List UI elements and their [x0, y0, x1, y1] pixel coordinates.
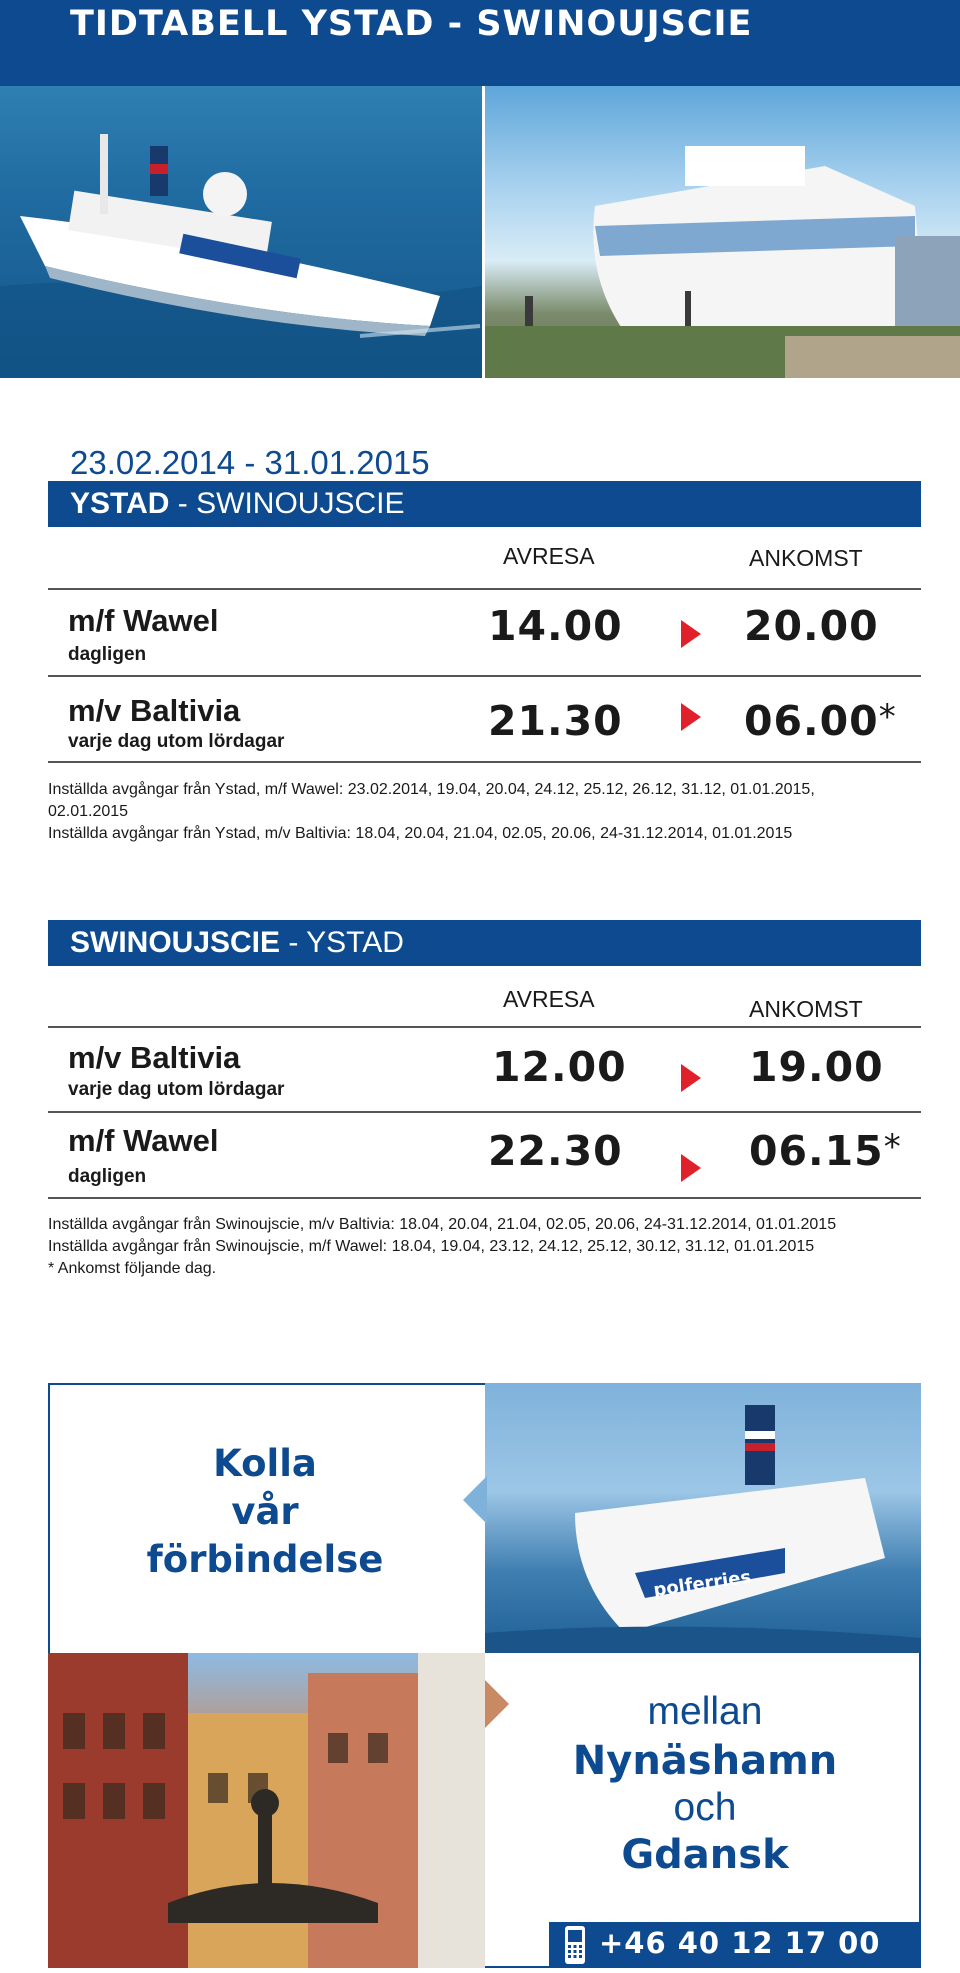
arrival-time-value: 20.00	[744, 602, 879, 650]
cancellation-note: Inställda avgångar från Swinoujscie, m/f Wawel: 18.04, 19.04, 23.12, 24.12, 25.12, 30.12, 31.12, 01.01.2015	[48, 1238, 815, 1255]
promo-route-text: Nynäshamn	[572, 1738, 838, 1784]
promo-headline	[60, 1440, 470, 1584]
route-origin: SWINOUJSCIE	[70, 926, 281, 959]
ship-schedule-note: dagligen	[68, 1166, 147, 1187]
phone-number[interactable]: +46 40 12 17 00	[599, 1926, 881, 1960]
divider	[48, 1026, 921, 1028]
column-header-departure: AVRESA	[503, 543, 595, 569]
gdansk-city-photo	[48, 1653, 485, 1968]
validity-period: 23.02.2014 - 31.01.2015	[70, 444, 430, 481]
divider	[48, 675, 921, 677]
page-title: TIDTABELL YSTAD - SWINOUJSCIE	[70, 4, 753, 44]
route-header-ystad-swinoujscie	[48, 481, 921, 527]
departure-time: 21.30	[488, 697, 623, 745]
route-origin: YSTAD	[70, 487, 170, 520]
arrival-time-value: 06.15	[749, 1127, 884, 1175]
arrival-time	[744, 697, 897, 745]
ship-name: m/f Wawel	[68, 603, 219, 638]
promo-route-text: mellan	[647, 1690, 763, 1733]
arrow-right-icon	[681, 1154, 701, 1182]
route-separator: -	[280, 926, 307, 959]
departure-time: 14.00	[488, 602, 623, 650]
promo-route-text: och	[673, 1786, 737, 1829]
cancellation-note: Inställda avgångar från Swinoujscie, m/v Baltivia: 18.04, 20.04, 21.04, 02.05, 20.06, 24-31.12.2014, 01.01.2015	[48, 1216, 837, 1233]
next-day-marker: *	[883, 1127, 902, 1167]
route-header-swinoujscie-ystad	[48, 920, 921, 966]
promo-headline-line: Kolla	[213, 1442, 317, 1485]
footnote: * Ankomst följande dag.	[48, 1260, 217, 1277]
column-header-arrival: ANKOMST	[749, 996, 863, 1022]
promo-headline-line: förbindelse	[146, 1538, 384, 1581]
divider	[48, 1111, 921, 1113]
promo-route-text: Gdansk	[621, 1832, 789, 1878]
arrow-right-icon	[681, 1064, 701, 1092]
arrow-right-icon	[681, 620, 701, 648]
cancellation-note: Inställda avgångar från Ystad, m/f Wawel: 23.02.2014, 19.04, 20.04, 24.12, 25.12, 26.12, 31.12, 01.01.2015,	[48, 781, 815, 798]
ferry-at-sea-illustration	[0, 86, 482, 378]
ship-schedule-note: varje dag utom lördagar	[68, 731, 285, 752]
promo-ferry-illustration	[485, 1383, 921, 1653]
phone-bar	[549, 1922, 921, 1968]
next-day-marker: *	[878, 697, 897, 737]
divider	[48, 1197, 921, 1199]
divider	[48, 588, 921, 590]
route-destination: YSTAD	[306, 926, 404, 959]
route-separator: -	[169, 487, 197, 520]
departure-time: 22.30	[488, 1127, 623, 1175]
ship-schedule-note: dagligen	[68, 644, 147, 665]
promo-ferry-photo	[485, 1383, 921, 1653]
route-destination: SWINOUJSCIE	[196, 487, 405, 520]
promo-ship-logo: polferries	[652, 1566, 753, 1602]
arrival-time	[744, 602, 879, 650]
promo-headline-line: vår	[231, 1490, 299, 1533]
ferry-in-harbour-illustration	[485, 86, 960, 378]
ship-name: m/f Wawel	[68, 1123, 219, 1158]
cancellation-note: Inställda avgångar från Ystad, m/v Baltivia: 18.04, 20.04, 21.04, 02.05, 20.06, 24-31.12.2014, 01.01.2015	[48, 825, 793, 842]
header-banner	[0, 0, 960, 86]
arrival-time	[749, 1043, 884, 1091]
gdansk-city-illustration	[48, 1653, 485, 1968]
ferry-in-harbour-photo	[485, 86, 960, 378]
ship-schedule-note: varje dag utom lördagar	[68, 1079, 285, 1100]
ship-name: m/v Baltivia	[68, 693, 241, 728]
cancellation-note: 02.01.2015	[48, 803, 129, 820]
ferry-at-sea-photo	[0, 86, 482, 378]
arrival-time	[749, 1127, 902, 1175]
column-header-arrival: ANKOMST	[749, 545, 863, 571]
ship-name: m/v Baltivia	[68, 1040, 241, 1075]
arrow-right-icon	[681, 703, 701, 731]
divider	[48, 761, 921, 763]
arrival-time-value: 06.00	[744, 697, 879, 745]
departure-time: 12.00	[492, 1043, 627, 1091]
column-header-departure: AVRESA	[503, 986, 595, 1012]
arrival-time-value: 19.00	[749, 1043, 884, 1091]
mobile-phone-icon	[561, 1924, 589, 1966]
